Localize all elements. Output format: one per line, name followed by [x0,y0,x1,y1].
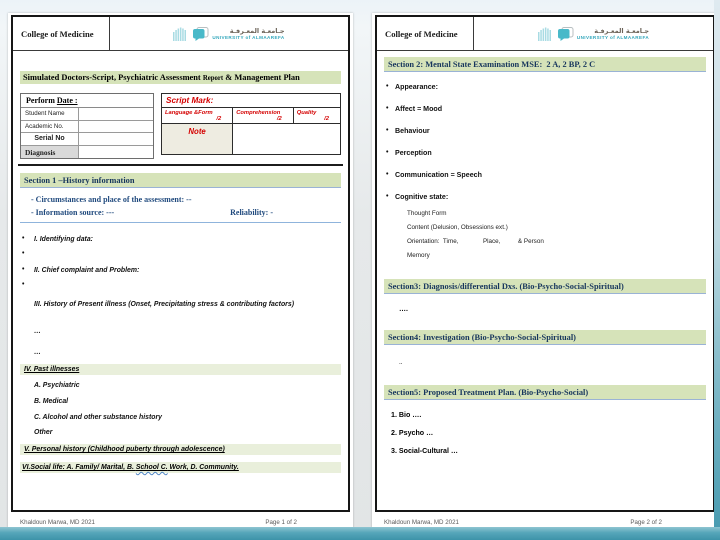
column-mark: /2 [276,116,282,122]
perform-label: Perform [26,96,57,105]
column-mark: /2 [216,116,222,122]
logo-bubble-icon [192,27,209,41]
table-row [21,121,153,134]
footer-page-number: Page 2 of 2 [630,519,662,526]
column-label: Quality [296,110,317,116]
psycho-item: 2. Psycho … [391,429,434,437]
thin-divider [20,222,341,223]
academic-no-label: Academic No. [21,121,79,133]
script-mark-title: Script Mark: [162,94,340,108]
memory-item: Memory [407,252,430,259]
section1-header: Section 1 –History information [20,173,341,188]
college-of-medicine-cell [13,17,110,50]
university-logo [110,17,348,50]
document-title [20,71,341,84]
date-label: Date : [56,96,78,105]
note-row [162,124,340,154]
logo-wordmark [212,27,284,40]
page-1-footer [20,519,341,526]
slide-right-accent [714,0,720,528]
section4-header: Section4: Investigation (Bio-Psycho-Social-Spiritual) [384,330,706,345]
page-2-header-table [377,17,713,51]
note-label: Note [162,124,233,154]
logo-building-icon [538,27,554,41]
identifying-data-item: • I. Identifying data: [20,236,341,244]
section4-body: .. [399,359,403,366]
title-report-word: Report [202,75,224,82]
logo-bubble-icon [557,27,574,41]
serial-no-label: Serial No [21,133,79,145]
footer-author: Khaldoun Marwa, MD 2021 [384,519,459,526]
footer-author: Khaldoun Marwa, MD 2021 [20,519,95,526]
table-row [21,133,153,146]
content-delusion-item: Content (Delusion, Obsessions ext.) [407,224,508,231]
quality-column [294,108,340,123]
column-label: Language &Form [165,110,213,116]
page-2-border [375,15,715,512]
document-page-1 [8,13,353,528]
thought-form-item: Thought Form [407,210,447,217]
section2-header: Section 2: Mental State Examination MSE: 2 A, 2 BP, 2 C [384,57,706,72]
comprehension-column [233,108,294,123]
medical-item: B. Medical [34,398,69,405]
logo-arabic-text: جـامعـة المعـرفـة [594,27,650,35]
empty-bullet [20,282,341,290]
psychiatric-item: A. Psychiatric [34,382,80,389]
affect-mood-bullet: • Affect = Mood [384,105,706,113]
section3-body: …. [399,306,408,313]
diagnosis-label: Diagnosis [21,146,79,159]
diagnosis-field[interactable] [79,146,153,159]
bio-item: 1. Bio …. [391,411,422,419]
circumstances-line: - Circumstances and place of the assessment: -- [31,195,192,204]
social-cultural-item: 3. Social-Cultural … [391,447,459,455]
other-item: Other [34,429,53,436]
communication-speech-bullet: • Communication = Speech [384,171,706,179]
perception-bullet: • Perception [384,149,706,157]
section5-header: Section5: Proposed Treatment Plan. (Bio-Psycho-Social) [384,385,706,400]
ellipsis-line: … [34,328,41,335]
present-illness-item: III. History of Present illness (Onset, Precipitating stress & contributing factors) [34,301,294,308]
reliability-label: Reliability: - [230,208,273,217]
ellipsis-line: … [34,349,41,356]
slide-bottom-band [0,527,720,540]
top-tables-row [20,93,341,159]
chief-complaint-item: • II. Chief complaint and Problem: [20,267,341,275]
horizontal-divider [18,164,343,166]
academic-no-field[interactable] [79,121,153,133]
orientation-item: Orientation: Time, Place, & Person [407,238,544,245]
document-page-2 [372,13,718,528]
social-life-spellcheck-word: School C. [135,464,168,471]
column-label: Comprehension [236,110,281,116]
page-2-footer [384,519,706,526]
script-mark-table [161,93,341,155]
appearance-bullet: • Appearance: [384,83,706,91]
college-label: College of Medicine [385,28,458,39]
empty-bullet [20,251,341,259]
alcohol-substance-item: C. Alcohol and other substance history [34,414,163,421]
college-label: College of Medicine [21,28,94,39]
section6-social-life-header [20,462,341,473]
cognitive-state-bullet: • Cognitive state: [384,193,706,201]
logo-english-text: UNIVERSITY of ALMAAREFA [576,35,650,40]
page-1-border [11,15,350,512]
information-source-row [20,208,341,217]
column-mark: /2 [324,116,329,122]
page-1-header-table [13,17,348,51]
logo-wordmark [577,27,649,40]
language-form-column [162,108,233,123]
college-of-medicine-cell [377,17,474,50]
perform-date-header [21,94,153,108]
section4-past-illnesses-header: IV. Past illnesses [20,364,341,375]
note-field[interactable] [233,124,340,154]
student-name-label: Student Name [21,108,79,120]
student-info-table [20,93,154,159]
social-life-part2: Work, D. Community. [167,464,239,471]
student-name-field[interactable] [79,108,153,120]
section3-header: Section3: Diagnosis/differential Dxs. (Bio-Psycho-Social-Spiritual) [384,279,706,294]
information-source-line: - Information source: --- [31,208,115,217]
logo-building-icon [173,27,189,41]
logo-arabic-text: جـامعـة المعـرفـة [229,27,285,35]
section5-personal-history-header: V. Personal history (Childhood puberty through adolescence) [20,444,341,455]
title-part1: Simulated Doctors-Script, Psychiatric Assessment [23,73,203,82]
serial-no-field[interactable] [79,133,153,145]
behaviour-bullet: • Behaviour [384,127,706,135]
title-part2: & Management Plan [223,73,300,82]
logo-english-text: UNIVERSITY of ALMAAREFA [212,35,285,40]
table-row [21,108,153,121]
university-logo [474,17,713,50]
footer-page-number: Page 1 of 2 [265,519,297,526]
social-life-part1: VI.Social life: A. Family/ Marital, B. [22,464,136,471]
script-mark-columns [162,108,340,124]
table-row [21,146,153,159]
